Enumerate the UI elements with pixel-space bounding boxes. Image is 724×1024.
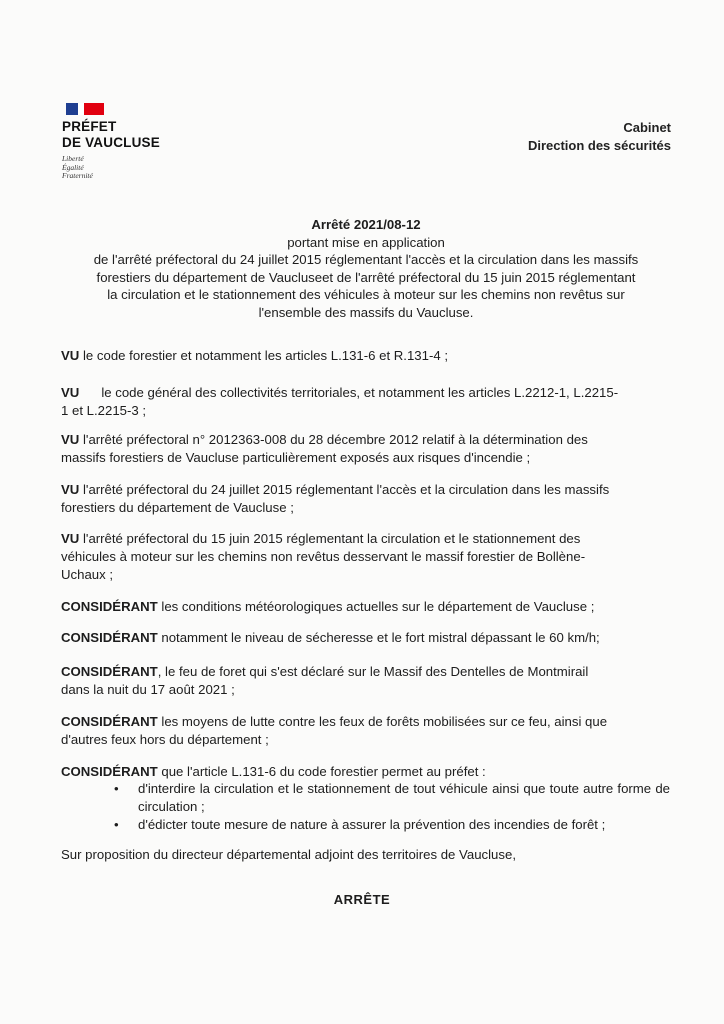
arrete-heading: ARRÊTE: [333, 892, 391, 907]
visa-paragraph: VU l'arrêté préfectoral du 15 juin 2015 réglementant la circulation et le stationnement des véhicules à moteur sur les chemins non revêtus desservant le massif forestier de Bollène- Uchaux ;: [61, 531, 586, 582]
bullet-icon: •: [114, 781, 119, 796]
visa-paragraph: VU le code forestier et notamment les articles L.131-6 et R.131-4 ;: [61, 348, 449, 363]
prefet-title: PRÉFET DE VAUCLUSE: [62, 119, 160, 150]
french-flag-icon: [66, 103, 104, 115]
considerant-paragraph: CONSIDÉRANT les conditions météorologiques actuelles sur le département de Vaucluse ;: [61, 599, 595, 614]
title-line: la circulation et le stationnement des véhicules à moteur sur les chemins non revêtus sur: [107, 287, 625, 302]
arrete-number: Arrêté 2021/08-12: [311, 217, 421, 232]
visa-paragraph: VU le code général des collectivités territoriales, et notamment les articles L.2212-1, L.2215- 1 et L.2215-3 ;: [61, 385, 619, 418]
devise: Liberté Égalité Fraternité: [62, 154, 93, 180]
service-direction: Direction des sécurités: [527, 138, 671, 153]
list-item: • d'interdire la circulation et le stationnement de tout véhicule ainsi que toute autre forme de circulation ;: [114, 781, 670, 814]
considerant-paragraph: CONSIDÉRANT, le feu de foret qui s'est déclaré sur le Massif des Dentelles de Montmirail dans la nuit du 17 août 2021 ;: [61, 664, 589, 697]
title-line: de l'arrêté préfectoral du 24 juillet 2015 réglementant l'accès et la circulation dans les massifs: [93, 252, 639, 267]
service-cabinet: Cabinet: [623, 120, 671, 135]
visa-paragraph: VU l'arrêté préfectoral du 24 juillet 2015 réglementant l'accès et la circulation dans les massifs forestiers du département de Vaucluse ;: [61, 482, 610, 515]
title-line: forestiers du département de Vaucluseet de l'arrêté préfectoral du 15 juin 2015 réglementant: [96, 269, 636, 285]
considerant-paragraph: CONSIDÉRANT que l'article L.131-6 du code forestier permet au préfet :: [61, 764, 486, 779]
title-line: l'ensemble des massifs du Vaucluse.: [258, 304, 474, 320]
bullet-icon: •: [114, 817, 119, 832]
proposition-paragraph: Sur proposition du directeur départemental adjoint des territoires de Vaucluse,: [61, 847, 516, 862]
service-header: [528, 119, 671, 155]
title-line: portant mise en application: [287, 234, 445, 250]
arrete-title: [40, 216, 692, 321]
considerant-paragraph: CONSIDÉRANT notamment le niveau de sécheresse et le fort mistral dépassant le 60 km/h;: [61, 630, 600, 645]
considerant-paragraph: CONSIDÉRANT les moyens de lutte contre les feux de forêts mobilisées sur ce feu, ainsi que d'autres feux hors du département ;: [61, 714, 608, 747]
prefecture-logo: [62, 103, 182, 181]
list-item: • d'édicter toute mesure de nature à assurer la prévention des incendies de forêt ;: [114, 817, 606, 832]
visa-paragraph: VU l'arrêté préfectoral n° 2012363-008 du 28 décembre 2012 relatif à la détermination des massifs forestiers de Vaucluse particulièrement exposés aux risques d'incendie ;: [61, 432, 588, 465]
